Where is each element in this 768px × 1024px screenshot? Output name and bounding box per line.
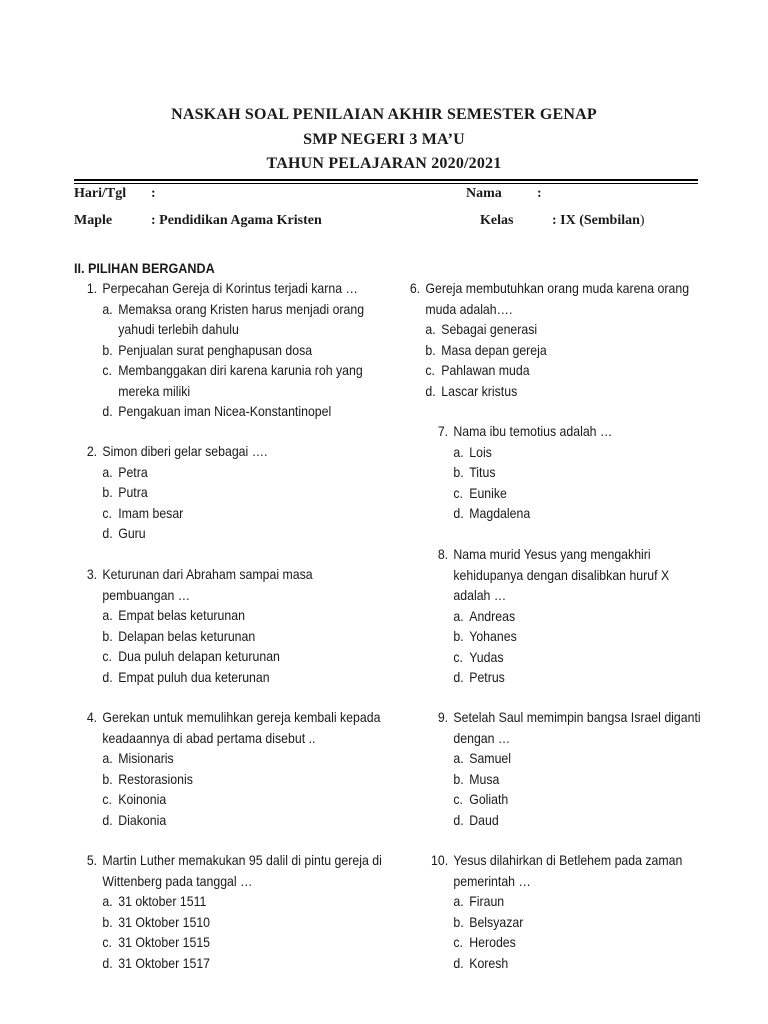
header-rule-thin [74,183,698,184]
kelas-value-text: : IX (Sembilan [552,213,640,228]
header-rule-thick [74,179,698,181]
question-number: 1. [86,280,98,296]
question-text: kehidupanya dengan disalibkan huruf X [453,566,670,583]
option-letter: a. [453,893,464,909]
option-text: Daud [469,811,499,828]
option-text: Lois [469,443,492,460]
option-text: Herodes [469,934,516,950]
option-letter: d. [453,669,464,685]
question-text: Gerekan untuk memulihkan gereja kembali kepada [102,709,381,725]
option-letter: d. [102,954,113,971]
option-text: Pahlawan muda [441,362,530,378]
option-text: Imam besar [118,504,184,521]
option-text: Guru [118,525,146,541]
question-text: muda adalah…. [425,300,513,317]
option-letter: b. [102,770,113,787]
hari-colon: : [151,186,156,201]
question-text: Keturunan dari Abraham sampai masa [102,566,313,582]
option-text: Empat puluh dua keterunan [118,668,270,685]
option-letter: b. [102,913,113,930]
option-text: Yohanes [469,628,517,644]
question-number: 4. [86,709,98,725]
option-letter: a. [102,300,113,317]
option-text: Petra [118,463,148,480]
question-text: Wittenberg pada tanggal … [102,872,253,889]
option-text: Memaksa orang Kristen harus menjadi orang [118,300,365,317]
question-number: 9. [437,709,449,725]
option-text: Titus [469,464,496,480]
question-number: 10. [430,852,449,868]
option-text: Andreas [469,607,516,624]
option-letter: c. [102,362,112,378]
section-title: II. PILIHAN BERGANDA [74,260,215,276]
option-letter: a. [453,443,464,460]
option-letter: b. [425,341,436,358]
question-number: 5. [86,852,98,868]
option-text: Yudas [469,648,504,665]
option-letter: b. [453,628,464,644]
question-text: dengan … [453,729,511,746]
option-text: Firaun [469,893,505,909]
option-text: Goliath [469,791,509,807]
option-text: Putra [118,484,148,500]
question-text: Perpecahan Gereja di Korintus terjadi karna … [102,280,358,296]
option-text: 31 Oktober 1510 [118,913,211,930]
option-text: Dua puluh delapan keturunan [118,648,280,664]
option-letter: c. [453,648,463,665]
option-letter: b. [453,770,464,787]
option-letter: d. [102,668,113,685]
question-number: 7. [437,423,449,439]
maple-value: : Pendidikan Agama Kristen [151,213,322,228]
question-text: Gereja membutuhkan orang muda karena orang [425,280,690,296]
option-letter: a. [453,607,464,624]
option-text: Misionaris [118,750,174,766]
kelas-value-paren: ) [639,213,645,228]
option-letter: b. [102,484,113,500]
option-letter: a. [102,750,113,766]
option-letter: c. [102,648,112,664]
kelas-label: Kelas [480,213,514,228]
question-number: 8. [437,546,449,562]
option-text: Pengakuan iman Nicea-Konstantinopel [118,403,332,419]
question-text: pembuangan … [102,586,191,603]
option-text: 31 oktober 1511 [118,893,207,909]
question-text: Nama murid Yesus yang mengakhiri [453,546,651,562]
option-text: Masa depan gereja [441,341,547,358]
option-letter: d. [453,954,464,971]
question-number: 6. [409,280,421,296]
option-letter: b. [453,464,464,480]
option-letter: d. [102,525,113,541]
question-text: pemerintah … [453,872,531,889]
option-letter: c. [453,791,463,807]
option-text: Belsyazar [469,913,524,930]
question-number: 3. [86,566,98,582]
question-text: keadaannya di abad pertama disebut .. [102,729,316,746]
option-text: Eunike [469,484,507,501]
option-letter: a. [453,750,464,766]
question-text: adalah … [453,587,507,603]
option-letter: a. [102,463,113,480]
question-text: Setelah Saul memimpin bangsa Israel diganti [453,709,701,725]
option-text: Samuel [469,750,512,766]
question-text: Nama ibu temotius adalah … [453,423,613,439]
academic-year: TAHUN PELAJARAN 2020/2021 [266,155,502,172]
option-letter: c. [102,504,112,521]
option-letter: a. [102,607,113,623]
option-text: mereka miliki [118,382,191,399]
option-letter: a. [102,893,113,909]
option-letter: a. [425,321,436,337]
option-text: Koresh [469,954,509,971]
question-text: Yesus dilahirkan di Betlehem pada zaman [453,852,683,868]
option-text: Diakonia [118,811,167,828]
option-text: Magdalena [469,505,531,521]
option-letter: b. [453,913,464,930]
option-letter: b. [102,627,113,644]
option-text: Membanggakan diri karena karunia roh yang [118,362,363,378]
option-letter: c. [102,934,112,950]
option-letter: d. [102,811,113,828]
option-text: Empat belas keturunan [118,607,245,623]
option-letter: d. [453,811,464,828]
option-text: Penjualan surat penghapusan dosa [118,341,313,358]
maple-label: Maple [74,213,113,228]
option-letter: d. [102,403,113,419]
question-text: Simon diberi gelar sebagai …. [102,443,268,459]
option-letter: c. [425,362,435,378]
option-text: Delapan belas keturunan [118,627,256,644]
nama-colon: : [537,186,542,201]
option-letter: c. [102,791,112,807]
option-letter: d. [425,382,436,399]
option-text: Petrus [469,669,505,685]
option-text: yahudi terlebih dahulu [118,321,239,337]
option-text: 31 Oktober 1515 [118,934,211,950]
kelas-value [552,213,645,229]
nama-label: Nama [466,186,502,201]
option-text: Lascar kristus [441,382,518,399]
option-text: Restorasionis [118,770,193,787]
option-letter: b. [102,341,113,358]
option-text: Koinonia [118,791,167,807]
option-text: Musa [469,770,500,787]
option-text: 31 Oktober 1517 [118,954,211,971]
question-number: 2. [86,443,98,459]
option-letter: d. [453,505,464,521]
option-letter: c. [453,934,463,950]
hari-label: Hari/Tgl [74,186,127,201]
school-name: SMP NEGERI 3 MA’U [303,131,465,148]
exam-title: NASKAH SOAL PENILAIAN AKHIR SEMESTER GENAP [171,106,597,123]
option-text: Sebagai generasi [441,321,538,337]
question-text: Martin Luther memakukan 95 dalil di pintu gereja di [102,852,382,868]
option-letter: c. [453,484,463,501]
